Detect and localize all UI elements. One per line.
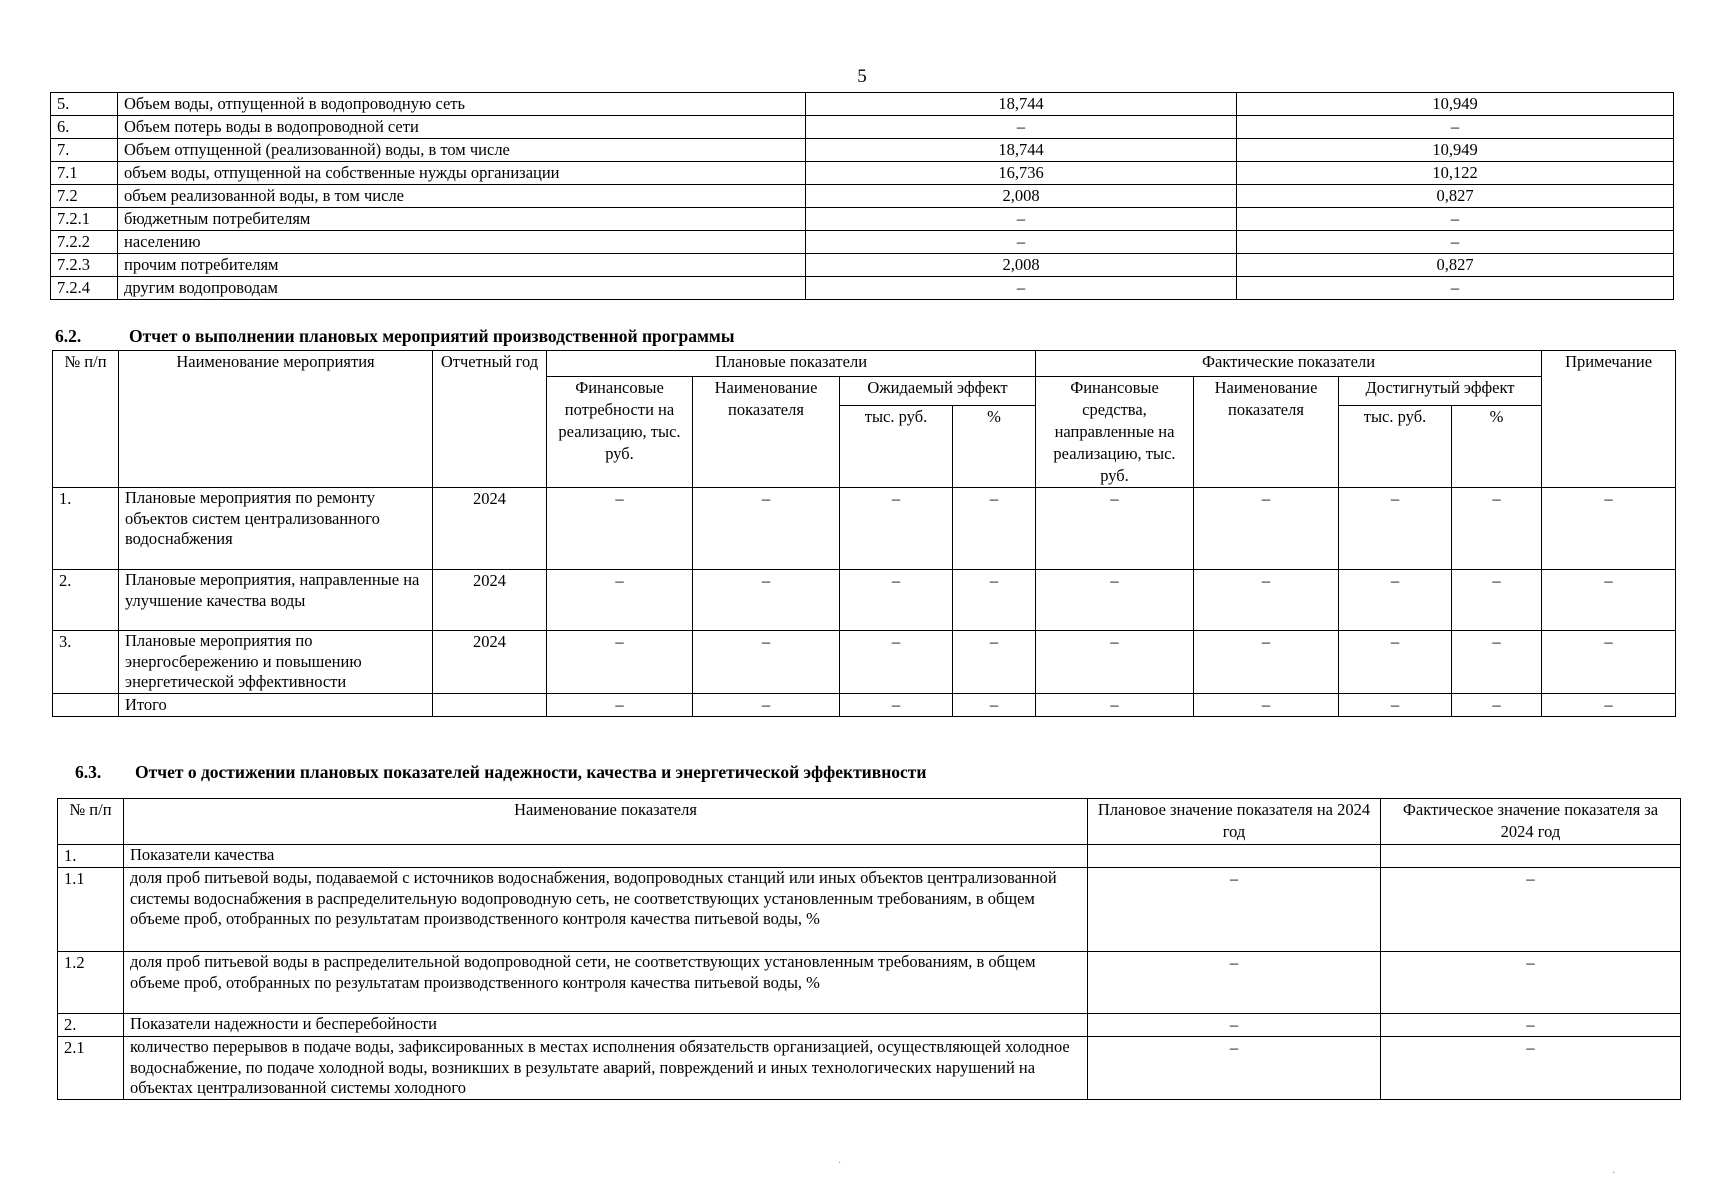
header-fin-spent: Финансовые средства, направленные на реализацию, тыс. руб. (1036, 377, 1194, 488)
row-number: 3. (53, 631, 119, 694)
row-value: – (953, 570, 1036, 631)
header-expected-effect: Ожидаемый эффект (840, 377, 1036, 406)
row-number: 6. (51, 116, 118, 139)
header-year: Отчетный год (433, 351, 547, 488)
row-name: бюджетным потребителям (118, 208, 806, 231)
water-volume-table (50, 92, 1674, 300)
header-name: Наименование мероприятия (119, 351, 433, 488)
row-name: доля проб питьевой воды, подаваемой с источников водоснабжения, водопроводных станций или иных объектов централизованной системы водоснабжения в распределительную водопроводную сеть, не соответствующих установленным требованиям, в общем объеме проб, отобранных по результатам производственного контроля качества питьевой воды, % (124, 868, 1088, 952)
row-value: – (1194, 488, 1339, 570)
row-plan-value: – (1088, 1037, 1381, 1100)
row-value: – (1542, 488, 1676, 570)
row-year: 2024 (433, 570, 547, 631)
row-fact-value: 0,827 (1237, 254, 1674, 277)
row-value: – (1339, 631, 1452, 694)
row-number: 1. (53, 488, 119, 570)
total-num (53, 693, 119, 716)
row-name: Объем отпущенной (реализованной) воды, в том числе (118, 139, 806, 162)
row-fact-value: – (1381, 1037, 1681, 1100)
table-row (58, 952, 1681, 1014)
row-name: населению (118, 231, 806, 254)
row-value: – (1339, 570, 1452, 631)
row-number: 7.2.3 (51, 254, 118, 277)
total-label: Итого (119, 693, 433, 716)
row-plan-value: 16,736 (806, 162, 1237, 185)
total-value: – (840, 693, 953, 716)
row-number: 7.2.1 (51, 208, 118, 231)
table-row (51, 139, 1674, 162)
row-name: Показатели надежности и бесперебойности (124, 1014, 1088, 1037)
row-value: – (1194, 631, 1339, 694)
row-plan-value: 18,744 (806, 93, 1237, 116)
row-value: – (547, 570, 693, 631)
total-value: – (693, 693, 840, 716)
row-fact-value: 10,949 (1237, 93, 1674, 116)
row-fact-value: – (1381, 1014, 1681, 1037)
row-fact-value (1381, 845, 1681, 868)
row-plan-value: – (1088, 868, 1381, 952)
total-value: – (1036, 693, 1194, 716)
total-value: – (1542, 693, 1676, 716)
row-number: 5. (51, 93, 118, 116)
row-number: 7.2 (51, 185, 118, 208)
row-value: – (953, 631, 1036, 694)
scan-mark: · (838, 1158, 842, 1169)
row-number: 2.1 (58, 1037, 124, 1100)
table-row (51, 185, 1674, 208)
table-row (51, 254, 1674, 277)
header-fact: Фактическое значение показателя за 2024 год (1381, 799, 1681, 845)
row-plan-value: – (806, 208, 1237, 231)
row-fact-value: – (1237, 231, 1674, 254)
total-value: – (953, 693, 1036, 716)
header-actual: Фактические показатели (1036, 351, 1542, 377)
table-row (51, 116, 1674, 139)
section-number: 6.2. (55, 326, 82, 346)
row-value: – (953, 488, 1036, 570)
indicators-table (57, 798, 1681, 1100)
row-number: 1. (58, 845, 124, 868)
row-name: Плановые мероприятия, направленные на улучшение качества воды (119, 570, 433, 631)
row-fact-value: – (1381, 868, 1681, 952)
row-fact-value: 10,122 (1237, 162, 1674, 185)
total-year (433, 693, 547, 716)
table-row (51, 93, 1674, 116)
total-value: – (547, 693, 693, 716)
row-plan-value: 2,008 (806, 185, 1237, 208)
row-value: – (547, 488, 693, 570)
row-value: – (1542, 631, 1676, 694)
header-fin-need: Финансовые потребности на реализацию, тыс. руб. (547, 377, 693, 488)
row-number: 7. (51, 139, 118, 162)
table-row (51, 208, 1674, 231)
row-fact-value: – (1237, 208, 1674, 231)
row-name: прочим потребителям (118, 254, 806, 277)
row-value: – (1339, 488, 1452, 570)
measures-table (52, 350, 1676, 717)
total-value: – (1452, 693, 1542, 716)
row-name: доля проб питьевой воды в распределительной водопроводной сети, не соответствующих установленным требованиям, в общем объеме проб, отобранных по результатам производственного контроля качества питьевой воды, % (124, 952, 1088, 1014)
header-planned: Плановые показатели (547, 351, 1036, 377)
header-indicator-name: Наименование показателя (693, 377, 840, 488)
section-title: Отчет о достижении плановых показателей надежности, качества и энергетической эффективности (135, 762, 927, 782)
header-rub: тыс. руб. (840, 405, 953, 487)
row-name: количество перерывов в подаче воды, зафиксированных в местах исполнения обязательств организацией, осуществляющей холодное водоснабжение, по подаче холодной воды, возникших в результате аварий, повреждений и иных технологических нарушений на объектах централизованной системы холодного (124, 1037, 1088, 1100)
row-value: – (1452, 488, 1542, 570)
scan-mark: · (1612, 1168, 1616, 1179)
row-fact-value: – (1237, 116, 1674, 139)
header-rub-2: тыс. руб. (1339, 405, 1452, 487)
row-value: – (1194, 570, 1339, 631)
header-plan: Плановое значение показателя на 2024 год (1088, 799, 1381, 845)
row-value: – (693, 488, 840, 570)
row-name: Плановые мероприятия по ремонту объектов систем централизованного водоснабжения (119, 488, 433, 570)
row-number: 7.1 (51, 162, 118, 185)
table-row (58, 1014, 1681, 1037)
header-num: № п/п (58, 799, 124, 845)
total-row (53, 693, 1676, 716)
row-fact-value: – (1381, 952, 1681, 1014)
row-plan-value (1088, 845, 1381, 868)
table-row (53, 570, 1676, 631)
table-row (53, 488, 1676, 570)
section-6-2-heading (55, 326, 734, 347)
row-fact-value: 0,827 (1237, 185, 1674, 208)
row-number: 1.1 (58, 868, 124, 952)
table-row (51, 231, 1674, 254)
header-achieved-effect: Достигнутый эффект (1339, 377, 1542, 406)
table-row (51, 277, 1674, 300)
row-plan-value: – (806, 116, 1237, 139)
row-name: Плановые мероприятия по энергосбережению и повышению энергетической эффективности (119, 631, 433, 694)
row-plan-value: 18,744 (806, 139, 1237, 162)
row-name: Объем воды, отпущенной в водопроводную сеть (118, 93, 806, 116)
row-plan-value: – (806, 277, 1237, 300)
row-value: – (1542, 570, 1676, 631)
row-name: объем реализованной воды, в том числе (118, 185, 806, 208)
header-pct-2: % (1452, 405, 1542, 487)
row-value: – (547, 631, 693, 694)
section-6-3-heading (75, 762, 926, 783)
total-value: – (1339, 693, 1452, 716)
row-year: 2024 (433, 488, 547, 570)
row-plan-value: – (806, 231, 1237, 254)
table-row (58, 1037, 1681, 1100)
row-value: – (1452, 631, 1542, 694)
table-row (58, 845, 1681, 868)
total-value: – (1194, 693, 1339, 716)
row-number: 2. (58, 1014, 124, 1037)
header-name: Наименование показателя (124, 799, 1088, 845)
row-fact-value: 10,949 (1237, 139, 1674, 162)
row-value: – (840, 488, 953, 570)
row-value: – (1036, 570, 1194, 631)
row-value: – (693, 570, 840, 631)
row-value: – (840, 570, 953, 631)
header-indicator-name-2: Наименование показателя (1194, 377, 1339, 488)
row-name: Показатели качества (124, 845, 1088, 868)
row-value: – (1036, 631, 1194, 694)
row-number: 1.2 (58, 952, 124, 1014)
row-plan-value: 2,008 (806, 254, 1237, 277)
header-note: Примечание (1542, 351, 1676, 488)
section-number: 6.3. (75, 762, 102, 782)
table-row (51, 162, 1674, 185)
header-pct: % (953, 405, 1036, 487)
row-value: – (1036, 488, 1194, 570)
row-fact-value: – (1237, 277, 1674, 300)
table-row (53, 631, 1676, 694)
row-value: – (840, 631, 953, 694)
section-title: Отчет о выполнении плановых мероприятий производственной программы (129, 326, 735, 346)
row-value: – (1452, 570, 1542, 631)
row-plan-value: – (1088, 952, 1381, 1014)
header-num: № п/п (53, 351, 119, 488)
row-year: 2024 (433, 631, 547, 694)
row-number: 7.2.4 (51, 277, 118, 300)
row-number: 7.2.2 (51, 231, 118, 254)
row-name: объем воды, отпущенной на собственные нужды организации (118, 162, 806, 185)
row-name: Объем потерь воды в водопроводной сети (118, 116, 806, 139)
table-row (58, 868, 1681, 952)
page-number: 5 (857, 66, 867, 87)
row-plan-value: – (1088, 1014, 1381, 1037)
row-value: – (693, 631, 840, 694)
row-number: 2. (53, 570, 119, 631)
row-name: другим водопроводам (118, 277, 806, 300)
